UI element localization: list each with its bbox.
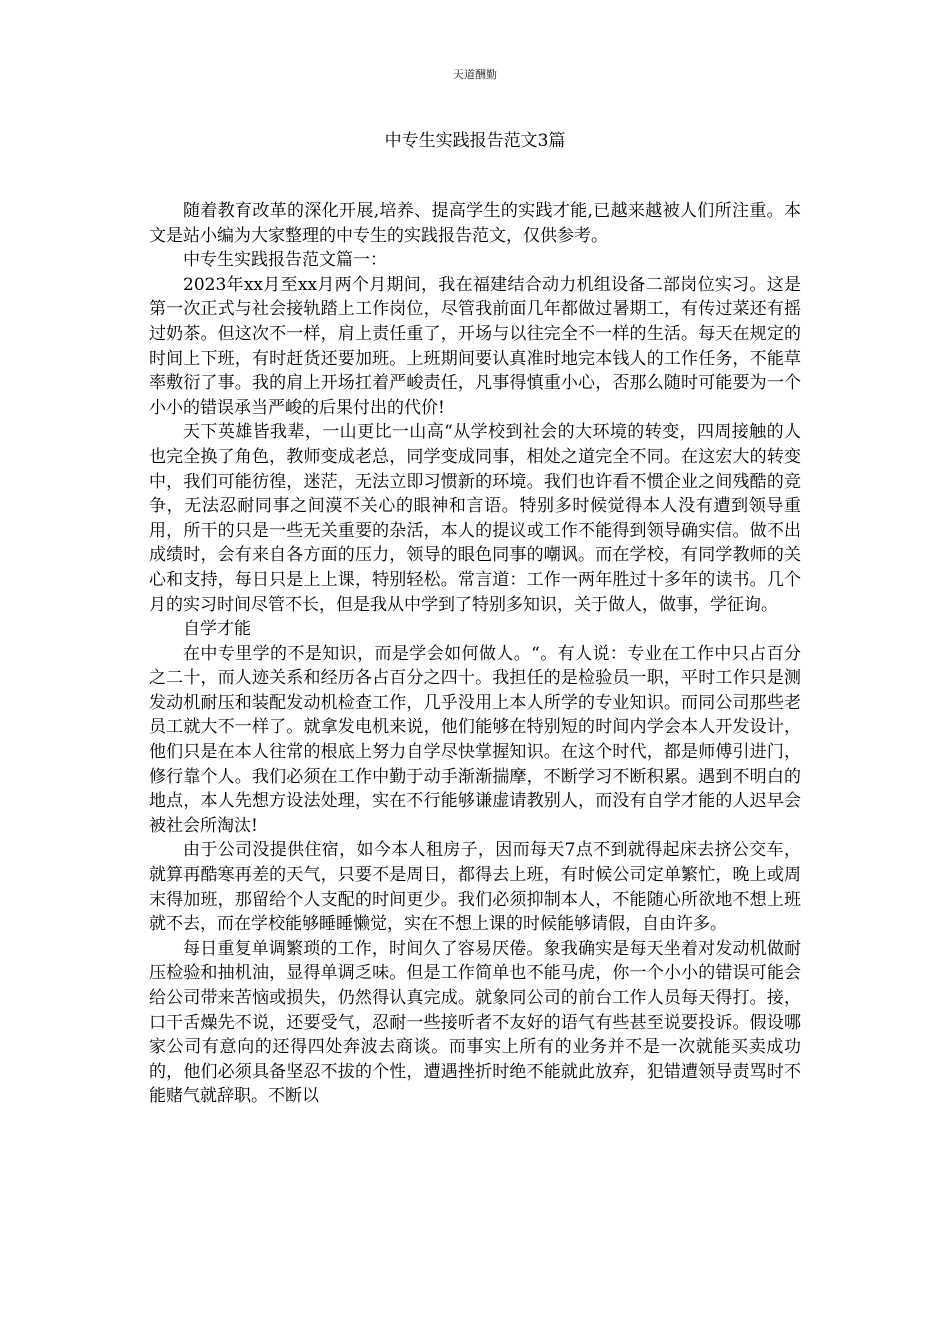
paragraph-intro: 随着教育改革的深化开展,培养、提高学生的实践才能,已越来越被人们所注重。本文是站小编为大家整理的中专生的实践报告范文，仅供参考。 xyxy=(149,201,801,246)
paragraph-subheading: 自学才能 xyxy=(183,619,251,640)
paragraph: 由于公司没提供住宿，如今本人租房子，因而每天7点不到就得起床去挤公交车，就算再酷寒再差的天气，只要不是周日，都得去上班，有时候公司定单繁忙，晚上或周末得加班，那留给个人支配的时间更少。我们必须抑制本人，不能随心所欲地不想上班就不去，而在学校能够睡睡懒觉，实在不想上课的时候能够请假，自由许多。 xyxy=(149,840,801,935)
paragraph-section-heading: 中专生实践报告范文篇一： xyxy=(183,250,387,271)
paragraph: 2023年xx月至xx月两个月期间，我在福建结合动力机组设备二部岗位实习。这是第一次正式与社会接轨踏上工作岗位，尽管我前面几年都做过暑期工，有传过菜还有摇过奶茶。但这次不一样，肩上责任重了，开场与以往完全不一样的生活。每天在规定的时间上下班，有时赶货还要加班。上班期间要认真准时地完本钱人的工作任务，不能草率敷衍了事。我的肩上开场扛着严峻责任，凡事得慎重小心，否那么随时可能要为一个小小的错误承当严峻的后果付出的代价! xyxy=(149,274,801,418)
document-title: 中专生实践报告范文3篇 xyxy=(384,131,566,151)
paragraph: 在中专里学的不是知识，而是学会如何做人。“。有人说：专业在工作中只占百分之二十，而人迹关系和经历各占百分之四十。我担任的是检验员一职，平时工作只是测发动机耐压和装配发动机检查工作，几乎没用上本人所学的专业知识。而同公司那些老员工就大不一样了。就拿发电机来说，他们能够在特别短的时间内学会本人开发设计，他们只是在本人往常的根底上努力自学尽快掌握知识。在这个时代，都是师傅引进门，修行靠个人。我们必须在工作中勤于动手渐渐揣摩，不断学习不断积累。遇到不明白的地点，本人先想方设法处理，实在不行能够谦虚请教别人，而没有自学才能的人迟早会被社会所淘汰! xyxy=(149,643,801,836)
page-header: 天道酬勤 xyxy=(453,68,497,81)
paragraph: 每日重复单调繁琐的工作，时间久了容易厌倦。象我确实是每天坐着对发动机做耐压检验和抽机油，显得单调乏味。但是工作简单也不能马虎，你一个小小的错误可能会给公司带来苦恼或损失，仍然得认真完成。就象同公司的前台工作人员每天得打。接，口干舌燥先不说，还要受气，忍耐一些接听者不友好的语气有些甚至说要投诉。假设哪家公司有意向的还得四处奔波去商谈。而事实上所有的业务并不是一次就能买卖成功的，他们必须具备坚忍不拔的个性，遭遇挫折时绝不能就此放弃，犯错遭领导责骂时不能赌气就辞职。不断以 xyxy=(149,938,801,1107)
document-body xyxy=(149,199,801,1109)
paragraph: 天下英雄皆我辈，一山更比一山高“从学校到社会的大环境的转变，四周接触的人也完全换了角色，教师变成老总，同学变成同事，相处之道完全不同。在这宏大的转变中，我们可能彷徨，迷茫，无法立即习惯新的环境。我们也许看不惯企业之间残酷的竞争，无法忍耐同事之间漠不关心的眼神和言语。特别多时候觉得本人没有遭到领导重用，所干的只是一些无关重要的杂活，本人的提议或工作不能得到领导确实信。做不出成绩时，会有来自各方面的压力，领导的眼色同事的嘲讽。而在学校，有同学教师的关心和支持，每日只是上上课，特别轻松。常言道：工作一两年胜过十多年的读书。几个月的实习时间尽管不长，但是我从中学到了特别多知识，关于做人，做事，学征询。 xyxy=(149,422,801,615)
